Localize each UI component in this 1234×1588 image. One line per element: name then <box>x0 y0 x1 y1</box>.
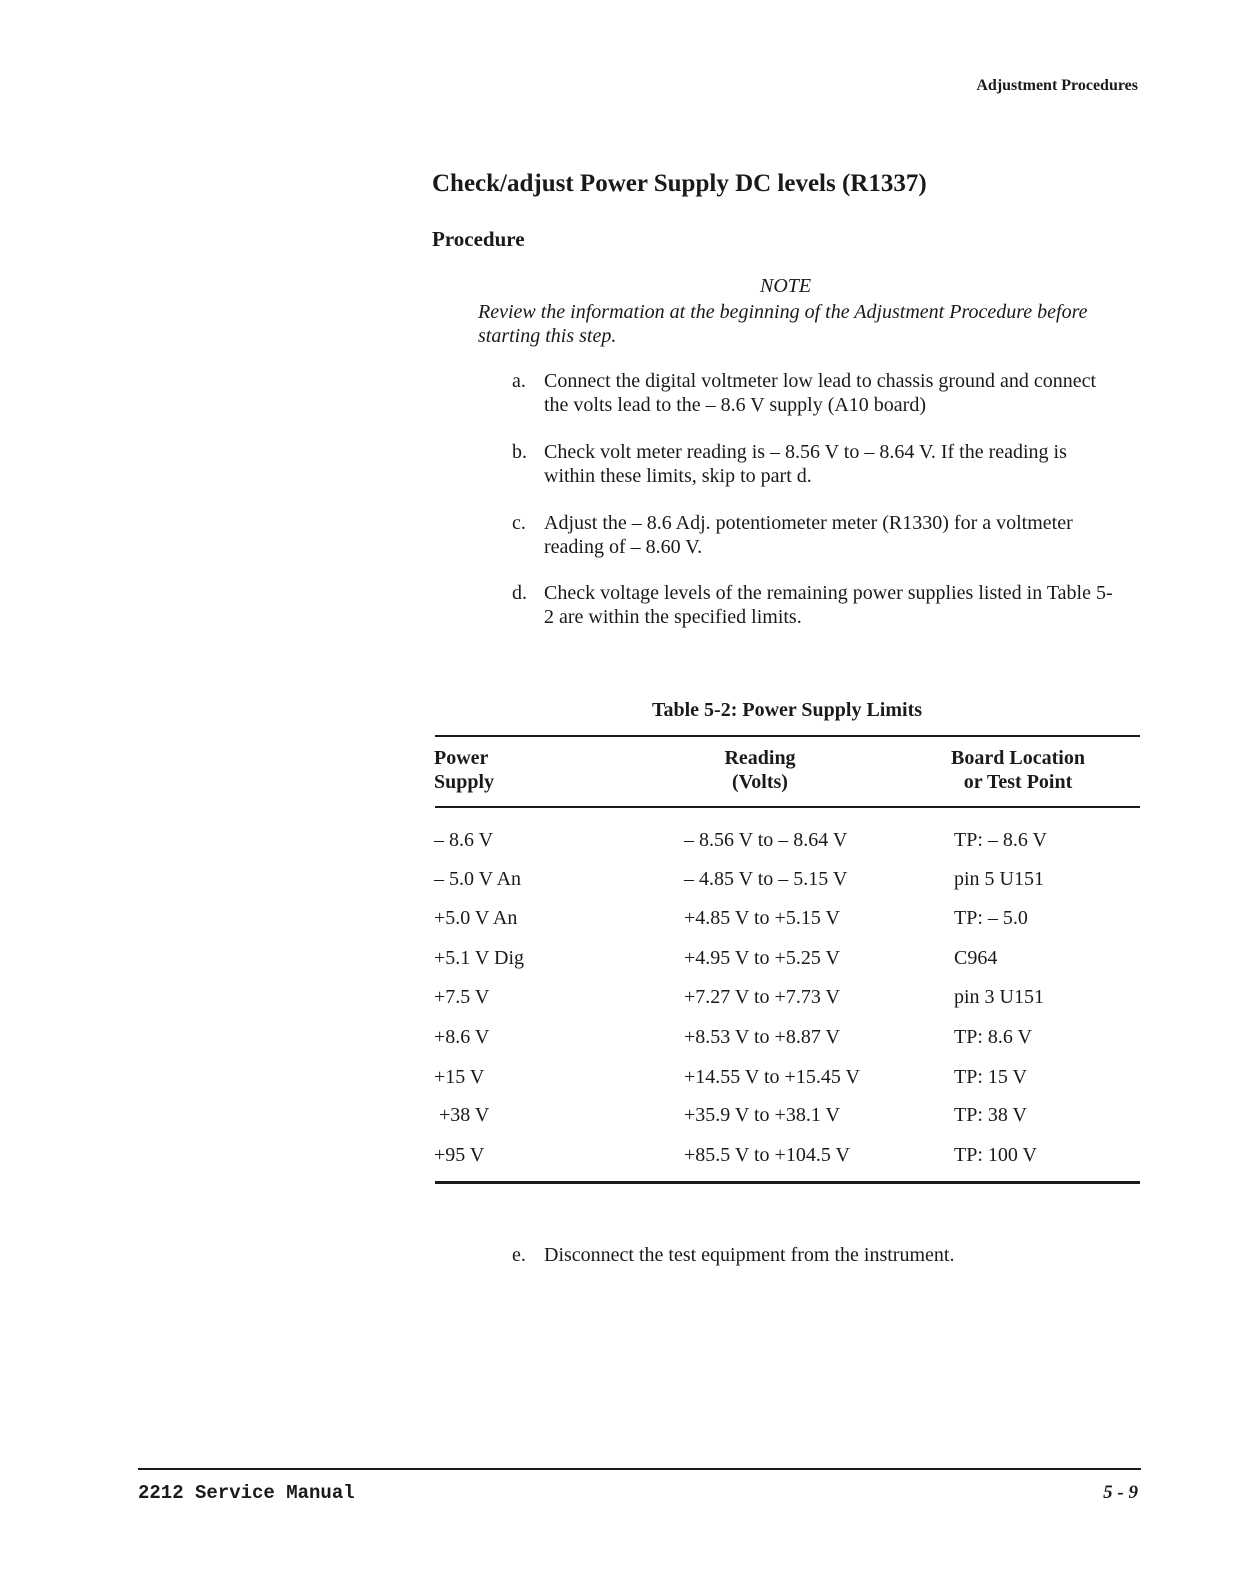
note-text: Review the information at the beginning of the Adjustment Procedure before starting this step. <box>478 301 1088 347</box>
table-header-rule <box>435 806 1140 808</box>
table-row <box>434 907 1140 947</box>
cell-reading: +35.9 V to +38.1 V <box>684 1104 840 1126</box>
cell-reading: +8.53 V to +8.87 V <box>684 1026 840 1048</box>
cell-supply: +7.5 V <box>434 986 490 1008</box>
cell-reading: +7.27 V to +7.73 V <box>684 986 840 1008</box>
cell-supply: +15 V <box>434 1066 485 1088</box>
footer-manual-title: 2212 Service Manual <box>138 1482 355 1504</box>
section-title: Check/adjust Power Supply DC levels (R1337) <box>432 170 927 197</box>
cell-location: TP: 8.6 V <box>954 1026 1032 1048</box>
cell-location: TP: 15 V <box>954 1066 1027 1088</box>
footer-rule <box>138 1468 1141 1470</box>
step-text: Check volt meter reading is – 8.56 V to – 8.64 V. If the reading is within these limits, skip to part d. <box>544 441 1067 487</box>
step-e <box>512 1243 1122 1267</box>
cell-reading: +85.5 V to +104.5 V <box>684 1144 850 1166</box>
running-head: Adjustment Procedures <box>976 77 1138 94</box>
cell-location: C964 <box>954 947 998 969</box>
step-letter: d. <box>512 582 527 604</box>
step-letter: c. <box>512 512 526 534</box>
header-line: Board Location <box>951 747 1085 769</box>
cell-location: pin 5 U151 <box>954 868 1044 890</box>
header-reading <box>660 746 860 794</box>
table-bottom-rule <box>435 1181 1140 1184</box>
cell-reading: – 8.56 V to – 8.64 V <box>684 829 848 851</box>
cell-supply: – 5.0 V An <box>434 868 522 890</box>
step-d <box>512 581 1122 629</box>
cell-supply: +95 V <box>434 1144 485 1166</box>
header-power-supply <box>434 746 494 794</box>
cell-supply: +5.0 V An <box>434 907 518 929</box>
step-b <box>512 440 1122 488</box>
cell-location: TP: – 8.6 V <box>954 829 1047 851</box>
step-c <box>512 511 1122 559</box>
header-line: Power <box>434 747 489 769</box>
procedure-heading: Procedure <box>432 227 525 251</box>
step-a <box>512 369 1122 417</box>
header-line: (Volts) <box>732 771 788 793</box>
step-letter: e. <box>512 1244 526 1266</box>
cell-supply: +38 V <box>434 1104 490 1126</box>
cell-supply: – 8.6 V <box>434 829 494 851</box>
cell-reading: +4.85 V to +5.15 V <box>684 907 840 929</box>
cell-supply: +8.6 V <box>434 1026 490 1048</box>
table-top-rule <box>435 735 1140 737</box>
cell-location: TP: 38 V <box>954 1104 1027 1126</box>
cell-reading: – 4.85 V to – 5.15 V <box>684 868 848 890</box>
step-text: Disconnect the test equipment from the instrument. <box>544 1244 955 1266</box>
step-text: Check voltage levels of the remaining power supplies listed in Table 5-2 are within the specified limits. <box>544 582 1113 628</box>
cell-location: pin 3 U151 <box>954 986 1044 1008</box>
table-row <box>434 868 1140 908</box>
table-row <box>434 1144 1140 1184</box>
page-number: 5 - 9 <box>1103 1482 1138 1503</box>
table-row <box>434 1026 1140 1066</box>
header-line: or Test Point <box>963 771 1073 793</box>
table-row <box>434 1104 1140 1144</box>
table-row <box>434 829 1140 869</box>
table-row <box>434 947 1140 987</box>
table-row <box>434 1066 1140 1106</box>
step-text: Connect the digital voltmeter low lead to chassis ground and connect the volts lead to the – 8.6 V supply (A10 board) <box>544 370 1097 416</box>
table-row <box>434 986 1140 1026</box>
step-letter: a. <box>512 370 526 392</box>
note-label: NOTE <box>760 275 812 297</box>
step-text: Adjust the – 8.6 Adj. potentiometer meter (R1330) for a voltmeter reading of – 8.60 V. <box>544 512 1073 558</box>
cell-location: TP: – 5.0 <box>954 907 1028 929</box>
cell-location: TP: 100 V <box>954 1144 1037 1166</box>
cell-supply: +5.1 V Dig <box>434 947 524 969</box>
header-line: Reading <box>724 747 796 769</box>
cell-reading: +14.55 V to +15.45 V <box>684 1066 860 1088</box>
cell-reading: +4.95 V to +5.25 V <box>684 947 840 969</box>
table-caption: Table 5-2: Power Supply Limits <box>651 699 923 721</box>
header-board-location <box>918 746 1118 794</box>
header-line: Supply <box>434 771 495 793</box>
step-letter: b. <box>512 441 527 463</box>
